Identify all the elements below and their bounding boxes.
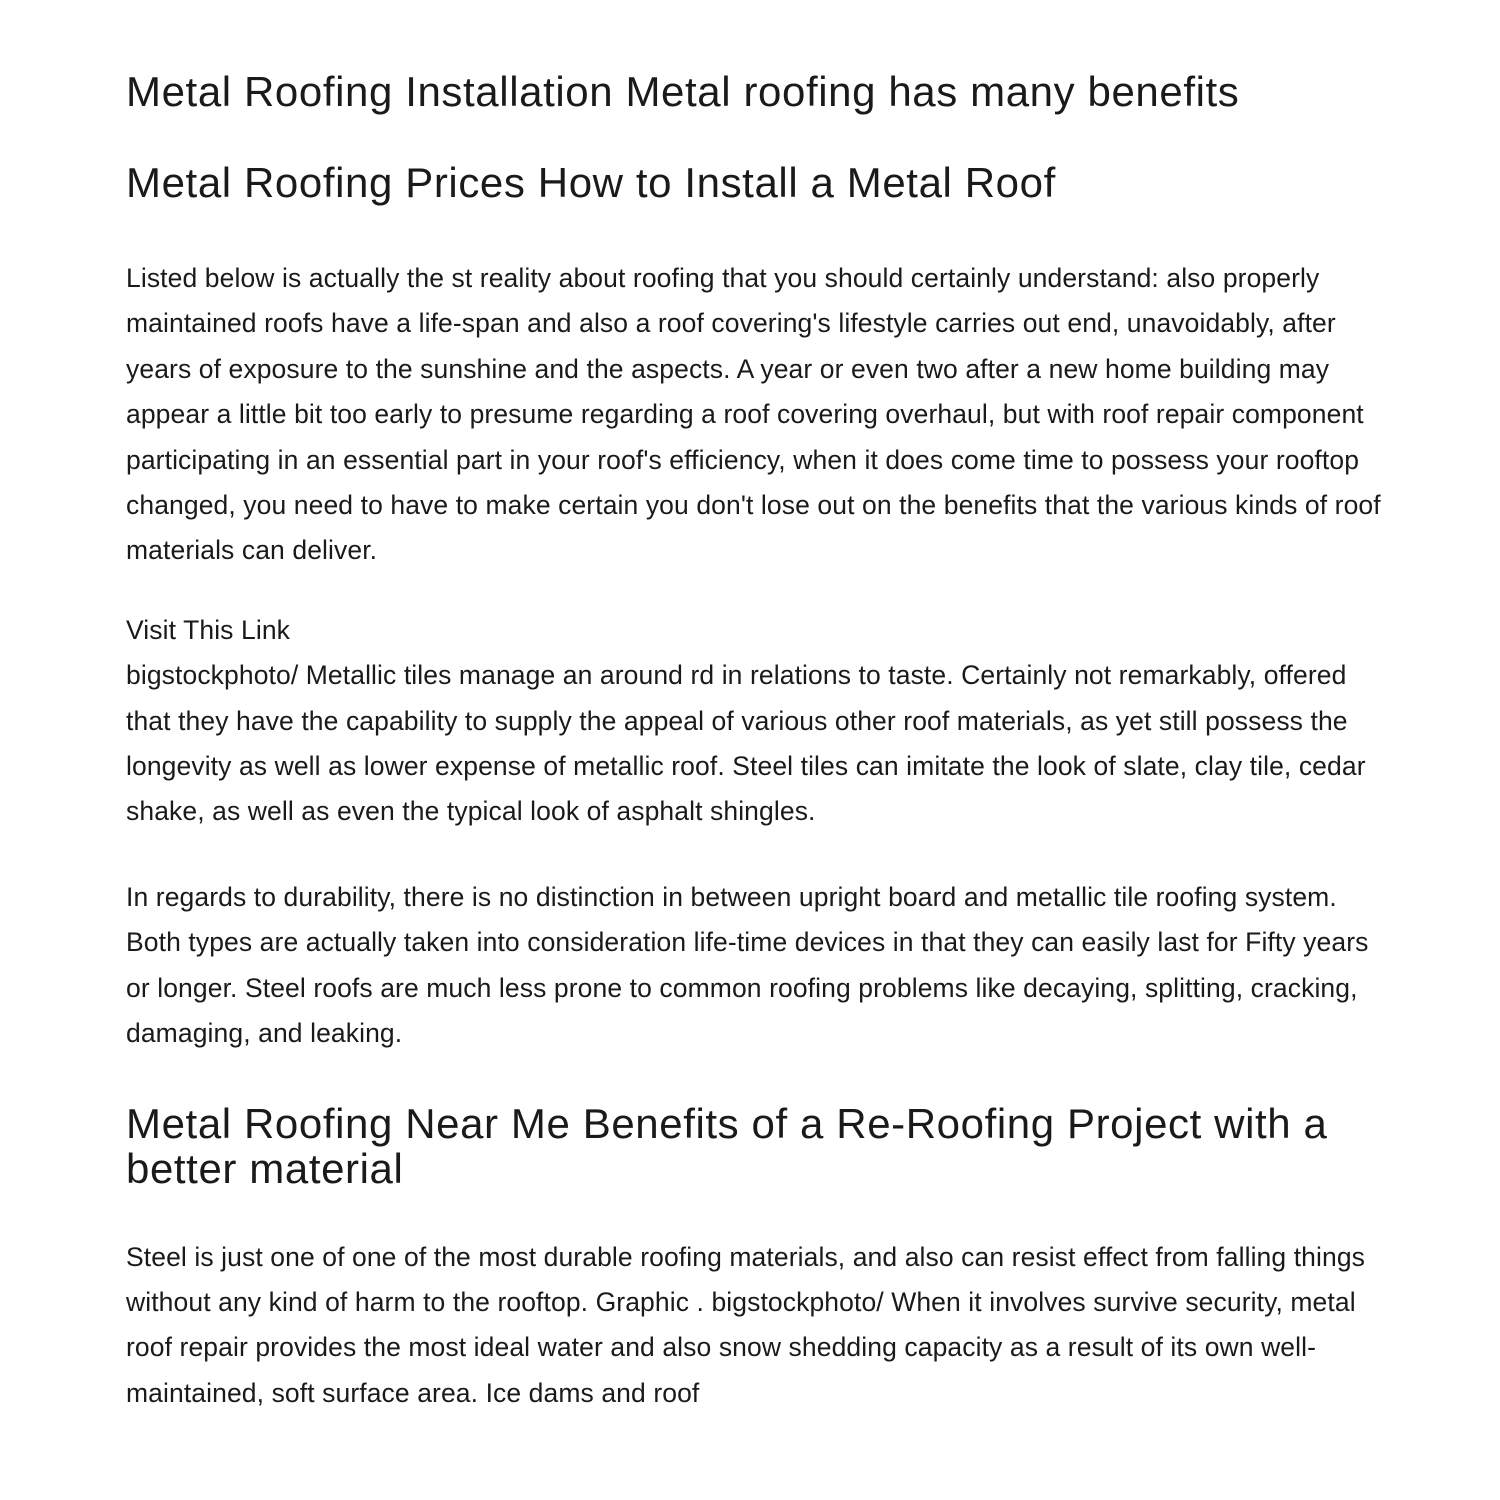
document-page <box>126 60 1386 1416</box>
heading-metal-roofing-near-me: Metal Roofing Near Me Benefits of a Re-Roofing Project with a better material <box>126 1099 1328 1192</box>
visit-link[interactable]: Visit This Link <box>126 614 291 645</box>
paragraph-durability: In regards to durability, there is no distinction in between upright board and metallic tile roofing system. Both types are actually taken into consideration life-time devices in that they can easily last for Fifty years or longer. Steel roofs are much less prone to common roofing problems like decaying, splitting, cracking, damaging, and leaking. <box>126 881 1369 1049</box>
paragraph-steel: Steel is just one of one of the most durable roofing materials, and also can resist effect from falling things without any kind of harm to the rooftop. Graphic . bigstockphoto/ When it involves survive security, metal roof repair provides the most ideal water and also snow shedding capacity as a result of its own well-maintained, soft surface area. Ice dams and roof <box>126 1241 1366 1408</box>
heading-metal-roofing-prices: Metal Roofing Prices How to Install a Metal Roof <box>126 159 1056 206</box>
paragraph-intro: Listed below is actually the st reality about roofing that you should certainly understand: also properly maintained roofs have a life-span and also a roof covering's lifestyle carries out end, unavoidably, after years of exposure to the sunshine and the aspects. A year or even two after a new home building may appear a little bit too early to presume regarding a roof covering overhaul, but with roof repair component participating in an essential part in your roof's efficiency, when it does come time to possess your rooftop changed, you need to have to make certain you don't lose out on the benefits that the various kinds of roof materials can deliver. <box>126 263 1381 566</box>
paragraph-metallic-tiles: bigstockphoto/ Metallic tiles manage an around rd in relations to taste. Certainly not remarkably, offered that they have the capability to supply the appeal of various other roof materials, as yet still possess the longevity as well as lower expense of metallic roof. Steel tiles can imitate the look of slate, clay tile, cedar shake, as well as even the typical look of asphalt shingles. <box>126 660 1366 827</box>
heading-metal-roofing-installation: Metal Roofing Installation Metal roofing has many benefits <box>126 68 1240 115</box>
